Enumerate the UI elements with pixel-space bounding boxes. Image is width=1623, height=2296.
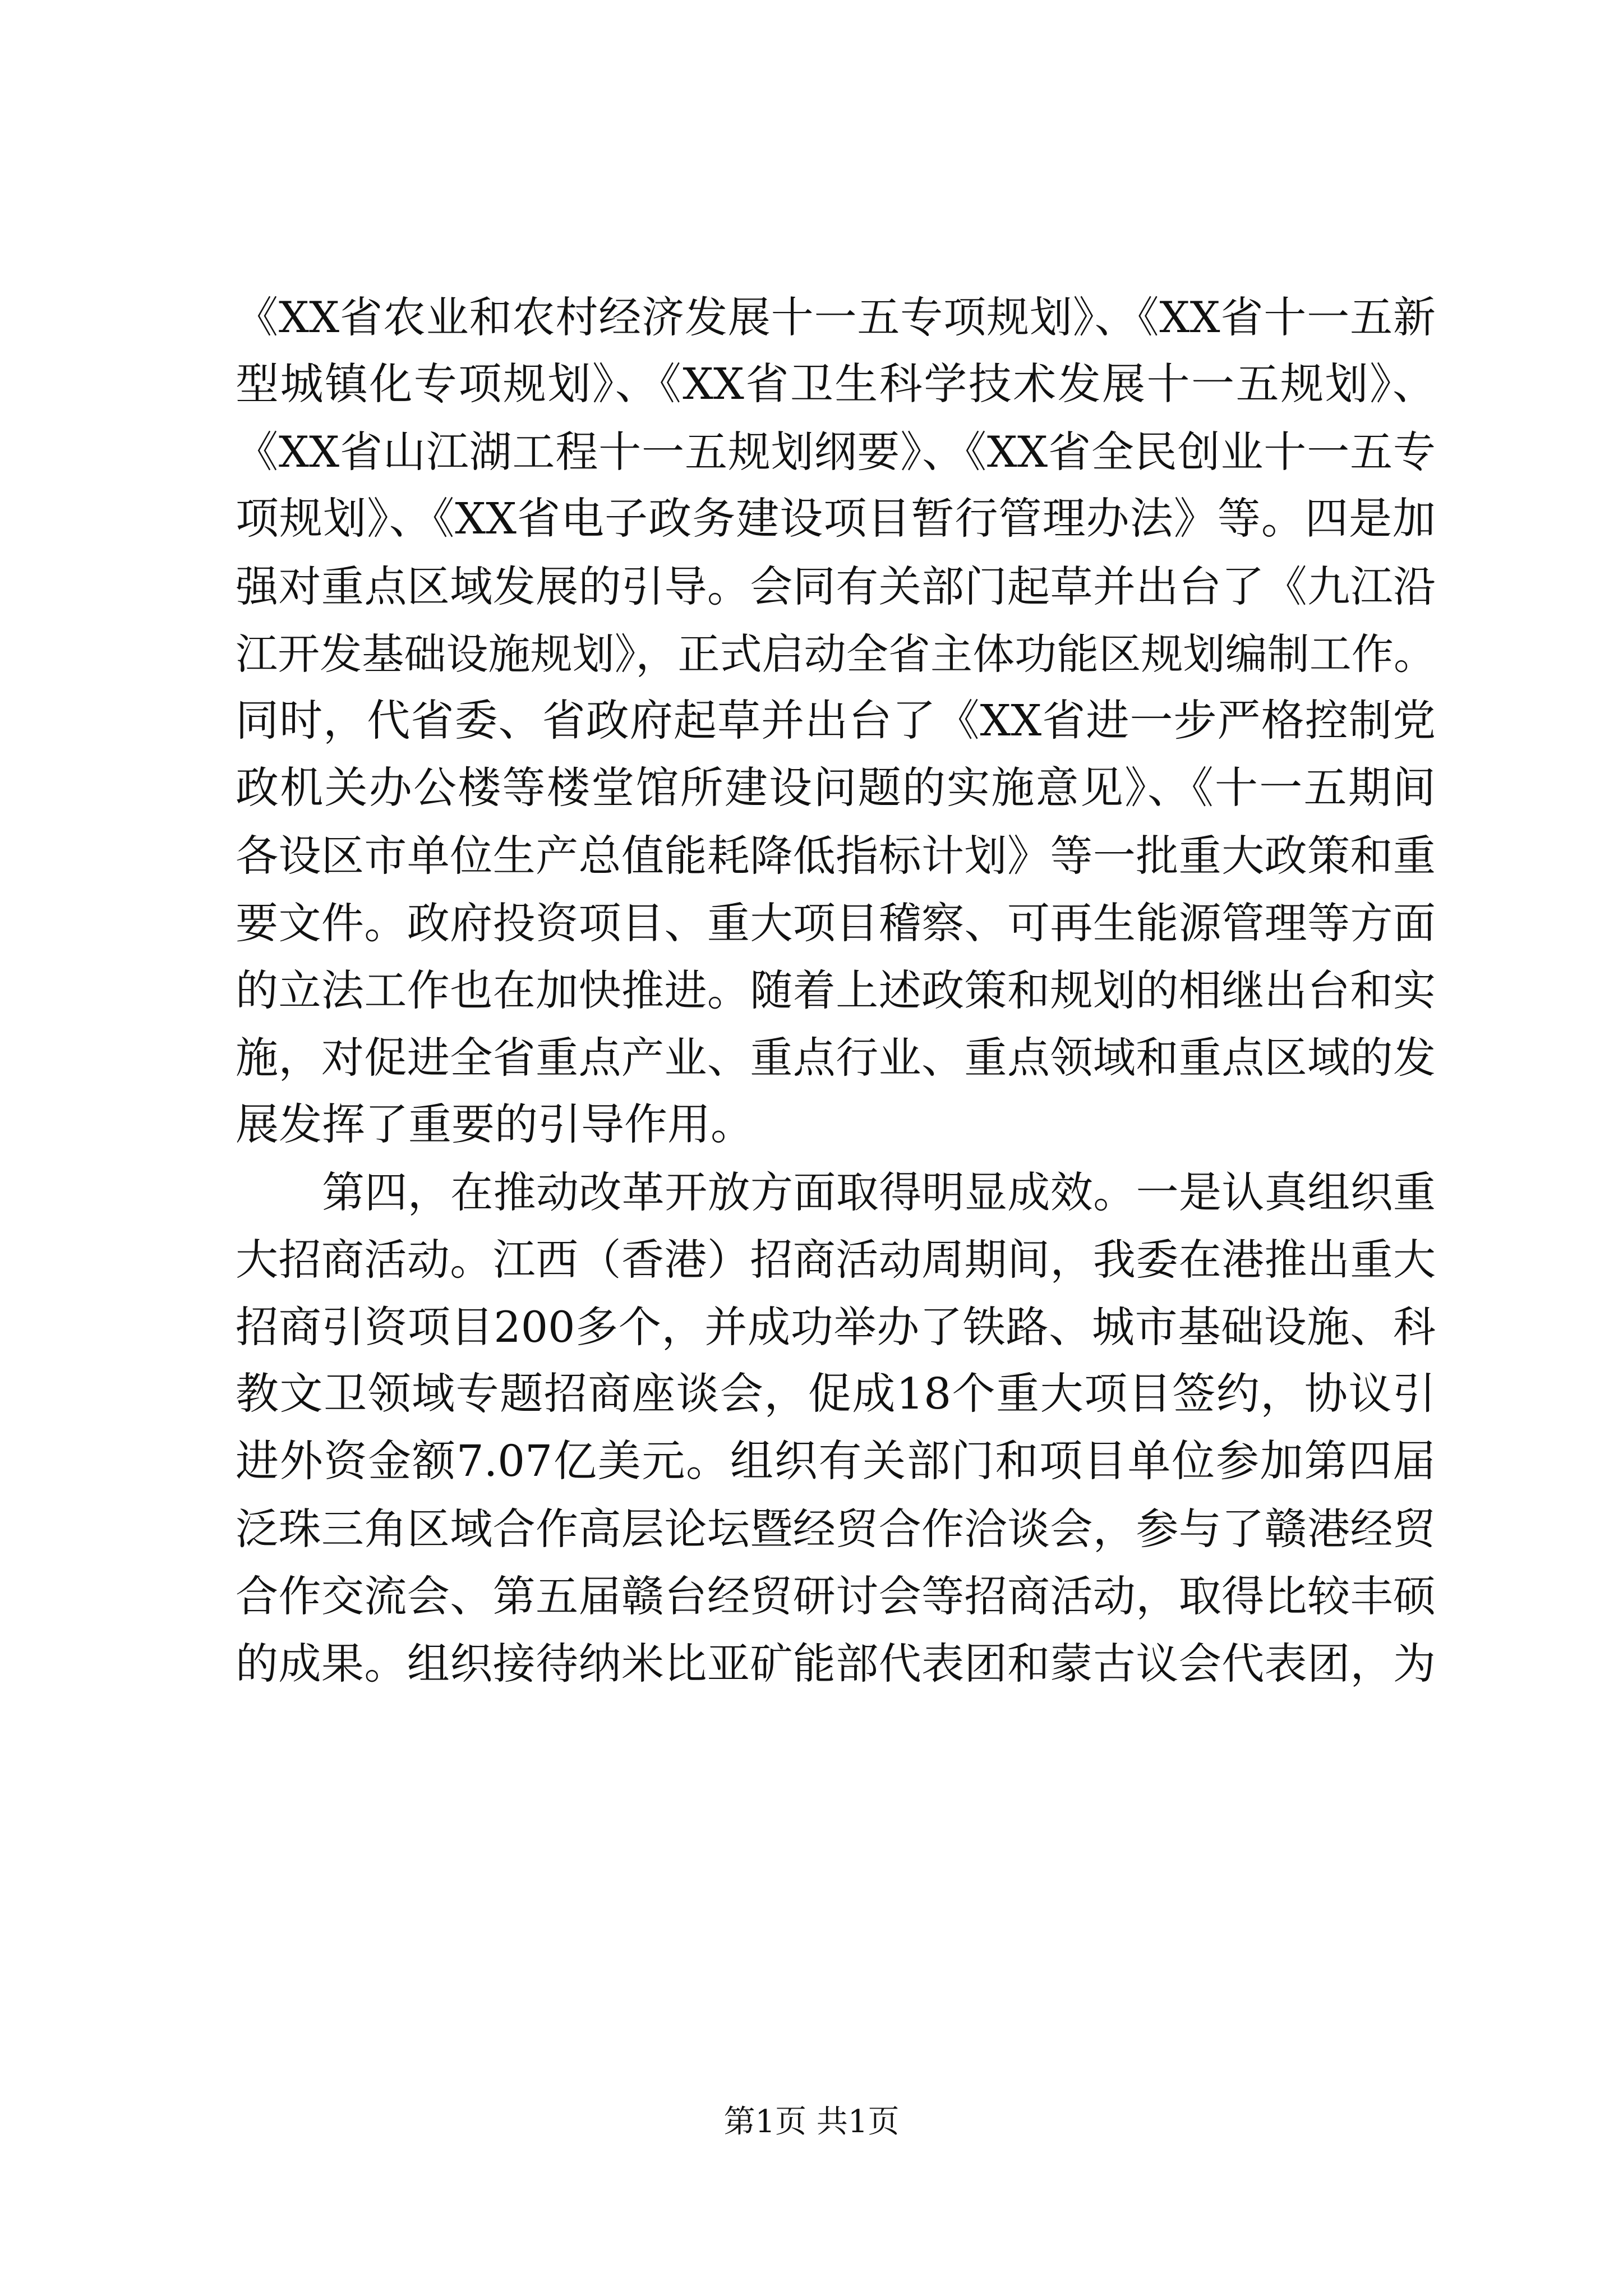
text-line: 型城镇化专项规划》、《XX省卫生科学技术发展十一五规划》、 bbox=[236, 360, 1436, 409]
text-line: 《XX省山江湖工程十一五规划纲要》、《XX省全民创业十一五专 bbox=[236, 427, 1436, 477]
text-line: 教文卫领域专题招商座谈会，促成18个重大项目签约，协议引 bbox=[236, 1369, 1436, 1419]
text-line: 各设区市单位生产总值能耗降低指标计划》等一批重大政策和重 bbox=[236, 831, 1436, 881]
text-line: 同时，代省委、省政府起草并出台了《XX省进一步严格控制党 bbox=[236, 696, 1436, 746]
text-line: 政机关办公楼等楼堂馆所建设问题的实施意见》、《十一五期间 bbox=[236, 763, 1436, 813]
text-line: 施，对促进全省重点产业、重点行业、重点领域和重点区域的发 bbox=[236, 1033, 1436, 1083]
text-line: 泛珠三角区域合作高层论坛暨经贸合作洽谈会，参与了赣港经贸 bbox=[236, 1504, 1436, 1554]
text-line: 第四，在推动改革开放方面取得明显成效。一是认真组织重 bbox=[322, 1167, 1436, 1217]
text-line: 的立法工作也在加快推进。随着上述政策和规划的相继出台和实 bbox=[236, 965, 1436, 1015]
text-line: 《XX省农业和农村经济发展十一五专项规划》、《XX省十一五新 bbox=[236, 292, 1436, 342]
text-line: 招商引资项目200多个，并成功举办了铁路、城市基础设施、科 bbox=[236, 1302, 1436, 1352]
text-line: 合作交流会、第五届赣台经贸研讨会等招商活动，取得比较丰硕 bbox=[236, 1571, 1436, 1621]
text-line: 展发挥了重要的引导作用。 bbox=[236, 1100, 754, 1150]
text-line: 的成果。组织接待纳米比亚矿能部代表团和蒙古议会代表团，为 bbox=[236, 1639, 1436, 1688]
text-line: 大招商活动。江西（香港）招商活动周期间，我委在港推出重大 bbox=[236, 1235, 1436, 1285]
text-line: 要文件。政府投资项目、重大项目稽察、可再生能源管理等方面 bbox=[236, 898, 1436, 948]
text-line: 进外资金额7.07亿美元。组织有关部门和项目单位参加第四届 bbox=[236, 1437, 1436, 1487]
text-line: 项规划》、《XX省电子政务建设项目暂行管理办法》等。四是加 bbox=[236, 494, 1436, 544]
text-line: 强对重点区域发展的引导。会同有关部门起草并出台了《九江沿 bbox=[236, 562, 1436, 611]
page-number-footer: 第1页 共1页 bbox=[723, 2104, 900, 2140]
text-line: 江开发基础设施规划》，正式启动全省主体功能区规划编制工作。 bbox=[236, 629, 1436, 679]
